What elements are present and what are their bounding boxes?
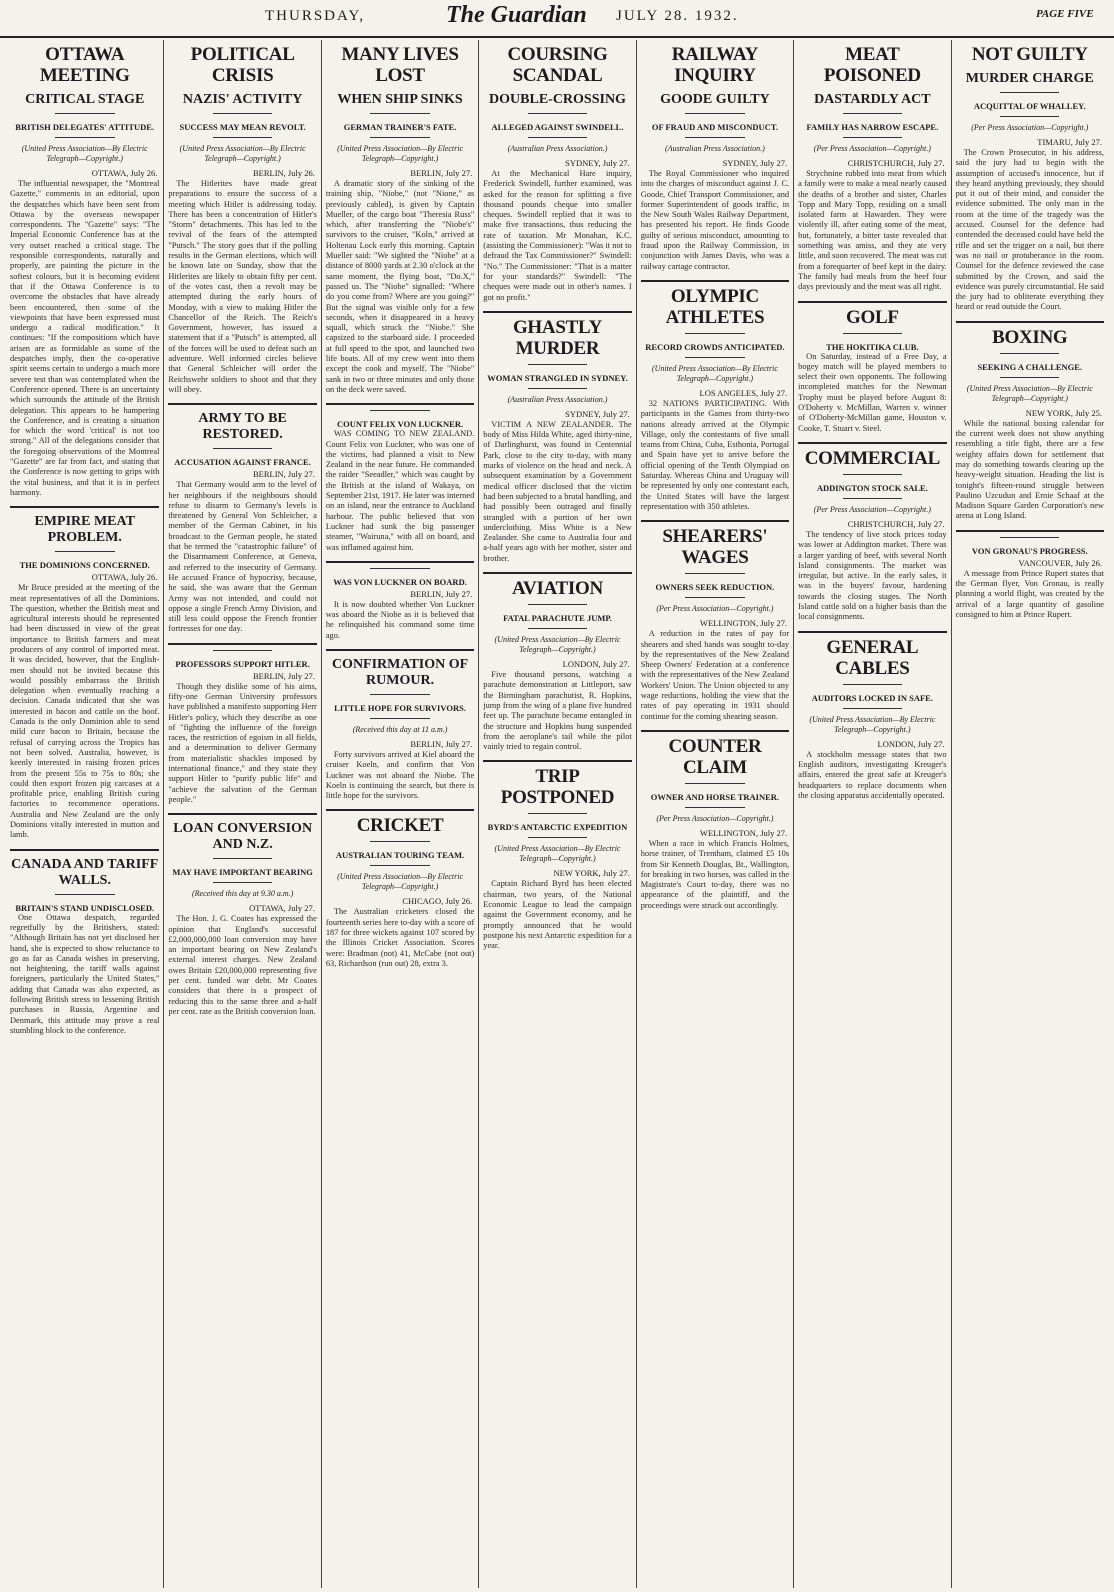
article-deck: ADDINGTON STOCK SALE. bbox=[816, 482, 928, 493]
rule-divider bbox=[1000, 92, 1059, 93]
article-subhead: DOUBLE-CROSSING bbox=[489, 92, 626, 107]
rule-divider bbox=[370, 410, 429, 411]
rule-divider bbox=[685, 573, 744, 574]
rule-divider bbox=[370, 694, 429, 695]
article bbox=[641, 44, 789, 272]
article-dateline: OTTAWA, July 27. bbox=[249, 903, 315, 914]
rule-divider bbox=[55, 113, 115, 114]
article-deck: THE HOKITIKA CLUB. bbox=[826, 341, 919, 352]
article-deck: OWNER AND HORSE TRAINER. bbox=[650, 791, 780, 802]
rule-divider bbox=[843, 113, 902, 114]
rule-divider bbox=[1000, 537, 1059, 538]
rule-divider bbox=[843, 137, 902, 138]
article-headline: BOXING bbox=[992, 326, 1068, 348]
rule-divider bbox=[1000, 377, 1059, 378]
rule-divider bbox=[370, 841, 429, 842]
article-agency: (Australian Press Association.) bbox=[507, 394, 608, 404]
rule-divider bbox=[370, 568, 429, 569]
article bbox=[10, 849, 159, 1037]
article-deck: COUNT FELIX VON LUCKNER. bbox=[337, 419, 464, 430]
column-7 bbox=[951, 40, 1108, 1588]
rule-divider bbox=[685, 113, 744, 114]
article-subhead: LOAN CONVERSION AND N.Z. bbox=[173, 821, 313, 853]
article-deck: BYRD'S ANTARCTIC EXPEDITION bbox=[487, 822, 628, 833]
rule-divider bbox=[213, 137, 272, 138]
rule-divider bbox=[843, 708, 902, 709]
article-subhead: MURDER CHARGE bbox=[965, 71, 1094, 86]
article-headline: GOLF bbox=[846, 306, 899, 328]
article-body: Strychnine rubbed into meat from which a family were to make a meal nearly caused the deaths of a brother and sister, Charles Topp and Mary Topp, residing on a small isolated farm at Hawarden. They were violently ill, after eating some of the meat, but, fortunately, a bitter taste revealed that something was amiss, and they ate very little, and soon recovered. The meat was cut from a forequarter of beef kept in the dairy. The family had meals from the beef four days previously and the meat was all right. bbox=[798, 169, 947, 292]
article-body: Though they dislike some of his aims, fifty-one German University professors have published a manifesto supporting Herr Hitler's policy, which they describe as one of "fighting the influence of the foreign races, the restriction of egoism in all fields, and a determination to deliver Germany from materialistic shackles imposed by international finance," and they state they support Hitler to "purify public life" and "achieve the salvation of the German people." bbox=[168, 681, 317, 804]
article-deck: ACQUITTAL OF WHALLEY. bbox=[973, 101, 1086, 111]
article-deck: VON GRONAU'S PROGRESS. bbox=[971, 545, 1088, 556]
rule-divider bbox=[213, 650, 272, 651]
article-agency: (United Press Association—By Electric Telegraph—Copyright.) bbox=[494, 844, 621, 864]
article-subhead: WHEN SHIP SINKS bbox=[337, 92, 463, 107]
rule-divider bbox=[213, 113, 272, 114]
rule-divider bbox=[843, 474, 902, 475]
article-dateline: BERLIN, July 27. bbox=[410, 168, 473, 178]
article-body: One Ottawa despatch, regarded regretfully by the Britishers, stated: "Although Britain has not yet disclosed her hand, she is expected to show reluctance to go as far as Canada wishes in preserving, not heightening, the tariff walls against foreigners, particularly the United States," adding that Canada was also expected, as following British stress to lessening British purchases in Russia, Argentine and Denmark, this attitude may prove a real stumbling block to the conference. bbox=[10, 912, 160, 1035]
rule-divider bbox=[370, 718, 429, 719]
article-dateline: SYDNEY, July 27. bbox=[565, 158, 630, 168]
article-body: The Hon. J. G. Coates has expressed the opinion that England's successful £2,000,000,000 loan conversion may have an important bearing on New Zealand's external interest charges. New Zealand owes Britain £20,000,000 representing five per cent. funded war debt. Mr Coates considers that there is a prospect of reducing this to the same three and a-half per cent. rate as the British conversion loan. bbox=[168, 914, 317, 1016]
masthead-date: JULY 28. 1932. bbox=[616, 8, 739, 24]
article-agency: (Received this day at 11 a.m.) bbox=[352, 724, 448, 734]
article-agency: (Australian Press Association.) bbox=[507, 144, 608, 153]
masthead-title: The Guardian bbox=[446, 2, 587, 28]
rule-divider bbox=[55, 137, 115, 138]
article-dateline: BERLIN, July 27. bbox=[252, 670, 315, 681]
article-dateline: OTTAWA, July 26. bbox=[91, 168, 158, 178]
article-agency: (United Press Association—By Electric Telegraph—Copyright.) bbox=[651, 363, 778, 383]
article-deck: OWNERS SEEK REDUCTION. bbox=[655, 582, 775, 593]
article-headline: GENERAL CABLES bbox=[826, 636, 919, 679]
article-deck: OF FRAUD AND MISCONDUCT. bbox=[651, 122, 778, 132]
rule-divider bbox=[370, 113, 429, 114]
rule-divider bbox=[528, 813, 587, 814]
article-deck: FAMILY HAS NARROW ESCAPE. bbox=[806, 122, 939, 132]
article-dateline: VANCOUVER, July 26. bbox=[1018, 557, 1102, 568]
article-body: Five thousand persons, watching a parachute demonstration at Littleport, saw the Birmingham parachutist, R. Hopkins, jump from the wing of a plane five hundred feet up. The parachute became entangled in the structure and Hopkins hung suspended from the aeroplane's tail while the pilot vainly tried to regain control. bbox=[483, 670, 632, 752]
article-dateline: CHICAGO, July 26. bbox=[402, 896, 473, 907]
article bbox=[798, 44, 946, 293]
article-agency: (United Press Association—By Electric Telegraph—Copyright.) bbox=[337, 144, 464, 163]
article-subhead: CANADA AND TARIFF WALLS. bbox=[11, 856, 159, 888]
article-agency: (Received this day at 9.30 a.m.) bbox=[191, 889, 294, 899]
article-agency: (United Press Association—By Electric Telegraph—Copyright.) bbox=[809, 714, 936, 734]
article-dateline: OTTAWA, July 26. bbox=[91, 572, 158, 583]
article bbox=[326, 403, 474, 553]
rule-divider bbox=[213, 448, 272, 449]
rule-divider bbox=[528, 364, 587, 365]
article-body: WAS COMING TO NEW ZEALAND. Count Felix von Luckner, who was one of the victims, had planned a visit to New Zealand in the near future. He commanded the raider "Seeadler," which was caught by the British at the island of Wakaya, on September 21st, 1917. He later was interned on an island, near the entrance to Auckland harbour. The public believed that von Luckner had sunk the big passenger steamer, "Wairuna," with all on board, and was inflamed against him. bbox=[325, 429, 475, 552]
article-dateline: NEW YORK, July 27. bbox=[553, 868, 630, 879]
article-agency: (Per Press Association—Copyright.) bbox=[813, 144, 931, 153]
article-subhead: CONFIRMATION OF RUMOUR. bbox=[331, 656, 469, 688]
article-headline: CRICKET bbox=[356, 815, 444, 837]
article-agency: (Australian Press Association.) bbox=[665, 144, 765, 153]
rule-divider bbox=[55, 894, 115, 895]
article bbox=[483, 760, 631, 951]
article-deck: GERMAN TRAINER'S FATE. bbox=[343, 122, 457, 132]
columns bbox=[6, 40, 1108, 1588]
column-6 bbox=[793, 40, 950, 1588]
rule-divider bbox=[370, 137, 429, 138]
article bbox=[168, 813, 316, 1017]
article-dateline: BERLIN, July 27. bbox=[252, 469, 315, 480]
article-body: The influential newspaper, the "Montreal Gazette," comments in an editorial, upon the despatches which have been sent from Ottawa by the overseas newspaper correspondents. The "Gazette" says: "The Imperial Economic Conference has at the very outset reached a critical stage. The responsible correspondents, naturally and properly, are painting the picture in the softest colours, but it is becoming evident that if the Ottawa Conference is to overcome the obstacles that have already been encountered, then some of the viewpoints that have been expressed must undergo a radical modification." It continues: "If the compositions which have arisen are as formidable as some of the despatches imply, then the co-operative spirit seems certain to undergo a much more severe test than was contemplated when the Conference opened. There is an uncertainty which surrounds the attitude of the British delegation. This appears to be hampering the Conference, and is creating a situation for which the word 'critical' is not too strong." All of the delegations consider that the foregoing observations of the Montreal "Gazette" are far from fact, and stating that the Conference is now getting to grips with the vital business, and that it is in perfect harmony. bbox=[10, 179, 160, 497]
masthead-page-number: PAGE FIVE bbox=[1036, 8, 1094, 20]
article-dateline: NEW YORK, July 25. bbox=[1025, 407, 1102, 418]
article-body: The Royal Commissioner who inquired into the charges of misconduct against J. C. Goode, Chief Transport Commissioner, and former Superintendent of goods traffic, in the New South Wales Railway Department, has presented his report. He finds Goode guilty of serious misconduct, amounting to fraud upon the Railway Commission, in conjunction with James Davis, who was a railway cartage contractor. bbox=[640, 169, 790, 271]
article-deck: ALLEGED AGAINST SWINDELL. bbox=[491, 122, 624, 132]
article bbox=[168, 44, 316, 395]
rule-divider bbox=[843, 684, 902, 685]
article-deck: ACCUSATION AGAINST FRANCE. bbox=[174, 457, 311, 468]
article-dateline: LOS ANGELES, July 27. bbox=[699, 387, 788, 398]
article-body: Forty survivors arrived at Kiel aboard the cruiser Koeln, and confirm that Von Luckner was not aboard the Niobe. The Koeln is continuing the search, but there is little hope for the survivors. bbox=[325, 749, 475, 801]
rule-divider bbox=[528, 113, 587, 114]
article-deck: FATAL PARACHUTE JUMP. bbox=[503, 613, 612, 624]
article bbox=[483, 44, 631, 303]
article bbox=[641, 520, 789, 722]
article-agency: (Per Press Association—Copyright.) bbox=[656, 813, 774, 823]
article-headline: TRIP POSTPONED bbox=[500, 766, 615, 809]
article-body: That Germany would arm to the level of her neighbours if the neighbours should refuse to disarm to Germany's levels is threatened by General Von Schleicher, a member of the German Cabinet, in his broadcast to the German people, he stated that he termed the "catastrophic failure" of the Disarmament Conference, at Geneva, and referred to the insecurity of Germany. He accused France of hypocrisy, because, he said, she was aware that the German Army was not intended, and could not oppose a single French Army Division, and still less could oppose the French frontier fortresses for one day. bbox=[168, 480, 317, 634]
article-subhead: DASTARDLY ACT bbox=[814, 92, 931, 107]
rule-divider bbox=[528, 137, 587, 138]
article-deck: PROFESSORS SUPPORT HITLER. bbox=[175, 658, 310, 669]
column-3 bbox=[321, 40, 478, 1588]
article-body: A message from Prince Rupert states that the German flyer, Von Gronau, is really planning a world flight, was created by the arrival of a large quantity of gasoline consigned to him at Prince Rupert. bbox=[955, 568, 1104, 619]
article-subhead: CRITICAL STAGE bbox=[25, 92, 145, 107]
article-dateline: SYDNEY, July 27. bbox=[722, 158, 788, 168]
article bbox=[798, 301, 946, 434]
article-headline: MANY LIVES LOST bbox=[341, 44, 459, 86]
article-headline: MEAT POISONED bbox=[823, 44, 921, 86]
article bbox=[168, 403, 316, 634]
rule-divider bbox=[685, 807, 744, 808]
article-subhead: ARMY TO BE RESTORED. bbox=[198, 411, 287, 443]
article-body: The Hitlerites have made great preparations to ensure the success of a meeting which Hitler is addressing today. There has been a concentration of Hitler's "Storm" detachments. This has led to the revival of the fears of the attempted "Putsch." The story goes that if the polling results in the German elections, which will be known late on Sunday, show that the Hitlerites are likely to obtain fifty per cent. of the votes cast, then a revolt may be attempted during the early hours of Monday, with a view to making Hitler the Chancellor of the Reich. The Reich's Government, however, has issued a statement that if a "Putsch" is attempted, all of the forces will be used to defeat such an adventure. Well informed circles believe that General Schleicher will order the Reichswehr soldiers to shoot and that they will obey. bbox=[168, 179, 317, 394]
article-headline: OLYMPIC ATHLETES bbox=[665, 285, 765, 328]
article bbox=[326, 561, 474, 641]
article-agency: (Per Press Association—Copyright.) bbox=[656, 604, 774, 614]
article-deck: SUCCESS MAY MEAN REVOLT. bbox=[179, 122, 306, 132]
article-body: The Crown Prosecutor, in his address, said the jury had to begin with the assumption of accused's innocence, but if they heard anything previously, they should put it out of their mind, and consider the evidence submitted. The only man in the room at the time of the tragedy was the accused. Counsel for the defence had contended the deceased could have held the rifle and set the trigger on a nail, but there was no nail or protuberance in the room. Counsel for the defence reviewed the case submitted by the Crown, and said the evidence was purely circumstantial. He said the jury had to obliterate everything they heard or read outside the Court. bbox=[955, 148, 1104, 312]
article bbox=[326, 44, 474, 395]
rule-divider bbox=[685, 357, 744, 358]
rule-divider bbox=[213, 858, 272, 859]
article-body: At the Mechanical Hare inquiry, Frederick Swindell, further examined, was asked for the reason for splitting a five thousand pounds cheque into smaller cheques. Swindell replied that it was to make five transactions, thus reducing the rate of taxation. Mr Monahan, K.C. (assisting the Commissioner): "Was it not to defraud the Tax Commissioner?" Swindell: "No." The Commissioner: "That is a matter for your standards?" Swindell: "The cheques were made out in other's names. I got no profit." bbox=[483, 169, 632, 302]
rule-divider bbox=[685, 137, 744, 138]
article-headline: COUNTER CLAIM bbox=[668, 735, 762, 778]
rule-divider bbox=[528, 604, 587, 605]
article bbox=[641, 730, 789, 911]
article-dateline: SYDNEY, July 27. bbox=[565, 408, 630, 419]
article bbox=[10, 44, 159, 498]
article-body: On Saturday, instead of a Free Day, a bogey match will be played members to select their own opponents. The following incompleted matches for the Newman Trophy must be played before August 8: O'Doherty v. McMillan, Warren v. winner of O'Doherty-McMillan game, Houston v. Cooke, T. Stuart v. Steel. bbox=[798, 351, 947, 433]
rule-divider bbox=[528, 837, 587, 838]
rule-divider bbox=[685, 597, 744, 598]
article bbox=[956, 530, 1104, 620]
article-deck: RECORD CROWDS ANTICIPATED. bbox=[645, 341, 785, 352]
article-body: A dramatic story of the sinking of the training ship, "Niobe," (not "Nione," as previously cabled), is given by Captain Mueller, of the cargo boat "Theresia Russ" which, after transferring the "Niobe's" survivors to the cruiser, "Koln," arrived at Holtenau Lock early this morning. Captain Mueller said: "We sighted the "Niobe" at a distance of 8000 yards at 2.30 o'clock at the same moment, the flying boat, "Do.X," passed us. The "Niobe" signalled: "Where do you come from? Where are you going?" But the signal was visible only for a few seconds, when it disappeared in a heavy squall, which struck the "Niobe." She capsized to the starboard side. I proceeded at full speed to the spot, and launched two life boats. All of my crew went into them except the cook and myself. The "Niobe" sank in two or three minutes and only those on the deck were saved. bbox=[325, 179, 475, 394]
article-dateline: BERLIN, July 27. bbox=[410, 738, 473, 749]
article-agency: (United Press Association—By Electric Telegraph—Copyright.) bbox=[179, 144, 306, 163]
article-agency: (United Press Association—By Electric Telegraph—Copyright.) bbox=[966, 383, 1093, 403]
article-body: Mr Bruce presided at the meeting of the meat representatives of all the Dominions. The question, whether the British meat and agricultural interests should be represented had been discussed in view of the great importance to British farmers and meat producers of any control of imported meat. It was decided, however, that the English-men should not be invited because this would possibly embarrass the British delegation when eventually reaching a decision. Canada indicated that she was interested in bacon and cattle on the hoof. Canada is the only Dominion able to send mild cure bacon to Britain, because the refusal of carrying across the Tropics has not been solved. Australia, however, is keenly interested in raising frozen prices from the present 55s to 75s to 80s; she could then export frozen pig carcases at a profitable price, enabling British curing factories to recommence operations. Australia and New Zealand are the only Dominions vitally interested in mutton and lamb. bbox=[10, 583, 160, 840]
article-deck: AUSTRALIAN TOURING TEAM. bbox=[335, 850, 465, 861]
article-deck: SEEKING A CHALLENGE. bbox=[977, 361, 1083, 372]
rule-divider bbox=[528, 628, 587, 629]
article-body: While the national boxing calendar for the current week does not show anything resembling a title fight, there are a few weighty affairs down for settlement that may do something towards clearing up the heavy-weight situation. Heading the list is tonight's fifteen-round struggle between Paulino Uzcudun and Ernie Schaaf at the Madison Square Garden Corporation's new arena at Long Island. bbox=[955, 418, 1104, 521]
rule-divider bbox=[213, 882, 272, 883]
article bbox=[326, 809, 474, 969]
article-deck: AUDITORS LOCKED IN SAFE. bbox=[811, 692, 933, 703]
article-headline: AVIATION bbox=[512, 578, 603, 600]
article-body: VICTIM A NEW ZEALANDER. The body of Miss Hilda White, aged thirty-nine, of Darlinghurst, was found in Centennial Park, close to the city to-day, with many marks of violence on the head and neck. A subsequent examination by a Government medical officer disclosed that the victim had been subjected to a brutal handling, and had possibly been outraged and finally strangled with a portion of her own underclothing. Miss White is a New Zealander. She came to Australia four and a-half years ago with her mother, sister and brother. bbox=[483, 419, 632, 563]
article-dateline: LONDON, July 27. bbox=[877, 738, 945, 749]
article-body: 32 NATIONS PARTICIPATING. With participants in the Games from thirty-two nations already arrived at the Olympic Village, only the contestants of five small teams from China, Cuba, Esthonia, Portugal and Spain have yet to arrive before the official opening of the Tenth Olympiad on Saturday. Whereas China and Uruguay will be represented by only one contestant each, the United States will have the largest representation with 350 athletes. bbox=[640, 398, 790, 511]
article-headline: NOT GUILTY bbox=[971, 44, 1088, 65]
article-subhead: GOODE GUILTY bbox=[660, 92, 770, 107]
article bbox=[483, 572, 631, 752]
article-headline: OTTAWA MEETING bbox=[39, 44, 130, 86]
article-headline: GHASTLY MURDER bbox=[512, 316, 603, 359]
article-dateline: BERLIN, July 27. bbox=[410, 588, 473, 599]
article-subhead: EMPIRE MEAT PROBLEM. bbox=[34, 514, 135, 546]
rule-divider bbox=[370, 865, 429, 866]
masthead-day: THURSDAY, bbox=[265, 8, 366, 24]
article bbox=[956, 44, 1104, 313]
article-dateline: TIMARU, July 27. bbox=[1037, 137, 1102, 147]
article-agency: (United Press Association—By Electric Telegraph—Copyright.) bbox=[494, 635, 621, 655]
article-body: It is now doubted whether Von Luckner was aboard the Niobe as it is believed that he relinquished his command some time ago. bbox=[325, 599, 475, 640]
rule-divider bbox=[528, 388, 587, 389]
rule-divider bbox=[685, 783, 744, 784]
column-4 bbox=[478, 40, 635, 1588]
article bbox=[956, 321, 1104, 522]
article-subhead: NAZIS' ACTIVITY bbox=[182, 92, 303, 107]
article-agency: (United Press Association—By Electric Telegraph—Copyright.) bbox=[337, 872, 464, 892]
article bbox=[10, 506, 159, 840]
column-2 bbox=[163, 40, 320, 1588]
rule-divider bbox=[55, 551, 115, 552]
column-1 bbox=[6, 40, 163, 1588]
article-dateline: CHRISTCHURCH, July 27. bbox=[847, 158, 945, 168]
article-deck: WAS VON LUCKNER ON BOARD. bbox=[333, 576, 467, 587]
article-body: When a race in which Francis Holmes, horse trainer, of Trentham, claimed £5 10s from Sir Kenneth Douglas, Bt., Wallington, for breaking in two horses, was called in the Magistrate's Court to-day, there was no appearance of the plaintiff, and the proceedings were struck out accordingly. bbox=[640, 838, 790, 910]
article-dateline: WELLINGTON, July 27. bbox=[699, 827, 788, 838]
article-body: A stockholm message states that two English auditors, investigating Kreuger's affairs, entered the great safe at Kreuger's headquarters to replace documents when the closing apparatus accidentally operated. bbox=[798, 749, 947, 800]
rule-divider bbox=[843, 333, 902, 334]
article-agency: (Per Press Association—Copyright.) bbox=[813, 504, 931, 514]
article-deck: THE DOMINIONS CONCERNED. bbox=[19, 560, 150, 571]
article bbox=[326, 649, 474, 801]
article bbox=[798, 442, 946, 623]
article bbox=[483, 311, 631, 564]
article-body: Captain Richard Byrd has been elected chairman, two years, of the National Economic League to lead the campaign against the Government economy, and he promptly announced that he would postpone his next Antarctic expedition for a year. bbox=[483, 879, 632, 951]
article-dateline: LONDON, July 27. bbox=[562, 659, 630, 670]
article-body: The Australian cricketers closed the fourteenth series here to-day with a score of 187 for three wickets against 107 scored by the Illinois Cricket Association. Scores were: Bradman (not) 41, McCabe (not out) 63, Richardson (run out) 28, extra 3. bbox=[325, 907, 475, 968]
article-agency: (Per Press Association—Copyright.) bbox=[971, 123, 1089, 132]
article-deck: MAY HAVE IMPORTANT BEARING bbox=[172, 867, 313, 878]
article-headline: RAILWAY INQUIRY bbox=[671, 44, 759, 86]
rule-divider bbox=[1000, 116, 1059, 117]
article-deck: BRITISH DELEGATES' ATTITUDE. bbox=[15, 122, 155, 132]
article-body: A reduction in the rates of pay for shearers and shed hands was sought to-day by the representatives of the New Zealand Sheep Owners' Federation at a conference with the representatives of the New Zealand Workers' Union. The Union objected to any wage reductions, holding the view that the rates of pay operating in 1931 should continue for the coming shearing season. bbox=[640, 629, 790, 721]
article-dateline: BERLIN, July 26. bbox=[252, 168, 315, 178]
article-deck: LITTLE HOPE FOR SURVIVORS. bbox=[334, 702, 466, 713]
article-headline: SHEARERS' WAGES bbox=[662, 526, 768, 569]
article-agency: (United Press Association—By Electric Telegraph—Copyright.) bbox=[21, 144, 148, 163]
article-dateline: CHRISTCHURCH, July 27. bbox=[847, 518, 945, 529]
article bbox=[168, 643, 316, 806]
article-deck: WOMAN STRANGLED IN SYDNEY. bbox=[487, 372, 628, 383]
article-body: The tendency of live stock prices today was lower at Addington market. There was a larger yarding of beef, with several North Island consignments. The market was irregular, but active. In the early sales, it was in the buyers' favour, hardening towards the closing stages. The North Island cattle sold on a higher basis than the local consignments. bbox=[798, 529, 947, 622]
rule-divider bbox=[1000, 353, 1059, 354]
article-headline: POLITICAL CRISIS bbox=[190, 44, 295, 86]
column-5 bbox=[636, 40, 793, 1588]
article bbox=[641, 280, 789, 512]
article-headline: COMMERCIAL bbox=[804, 447, 940, 469]
rule-divider bbox=[843, 498, 902, 499]
article-headline: COURSING SCANDAL bbox=[507, 44, 608, 86]
article bbox=[798, 631, 946, 801]
article-dateline: WELLINGTON, July 27. bbox=[699, 618, 788, 629]
rule-divider bbox=[685, 333, 744, 334]
article-deck: BRITAIN'S STAND UNDISCLOSED. bbox=[15, 902, 155, 913]
masthead bbox=[0, 0, 1114, 38]
